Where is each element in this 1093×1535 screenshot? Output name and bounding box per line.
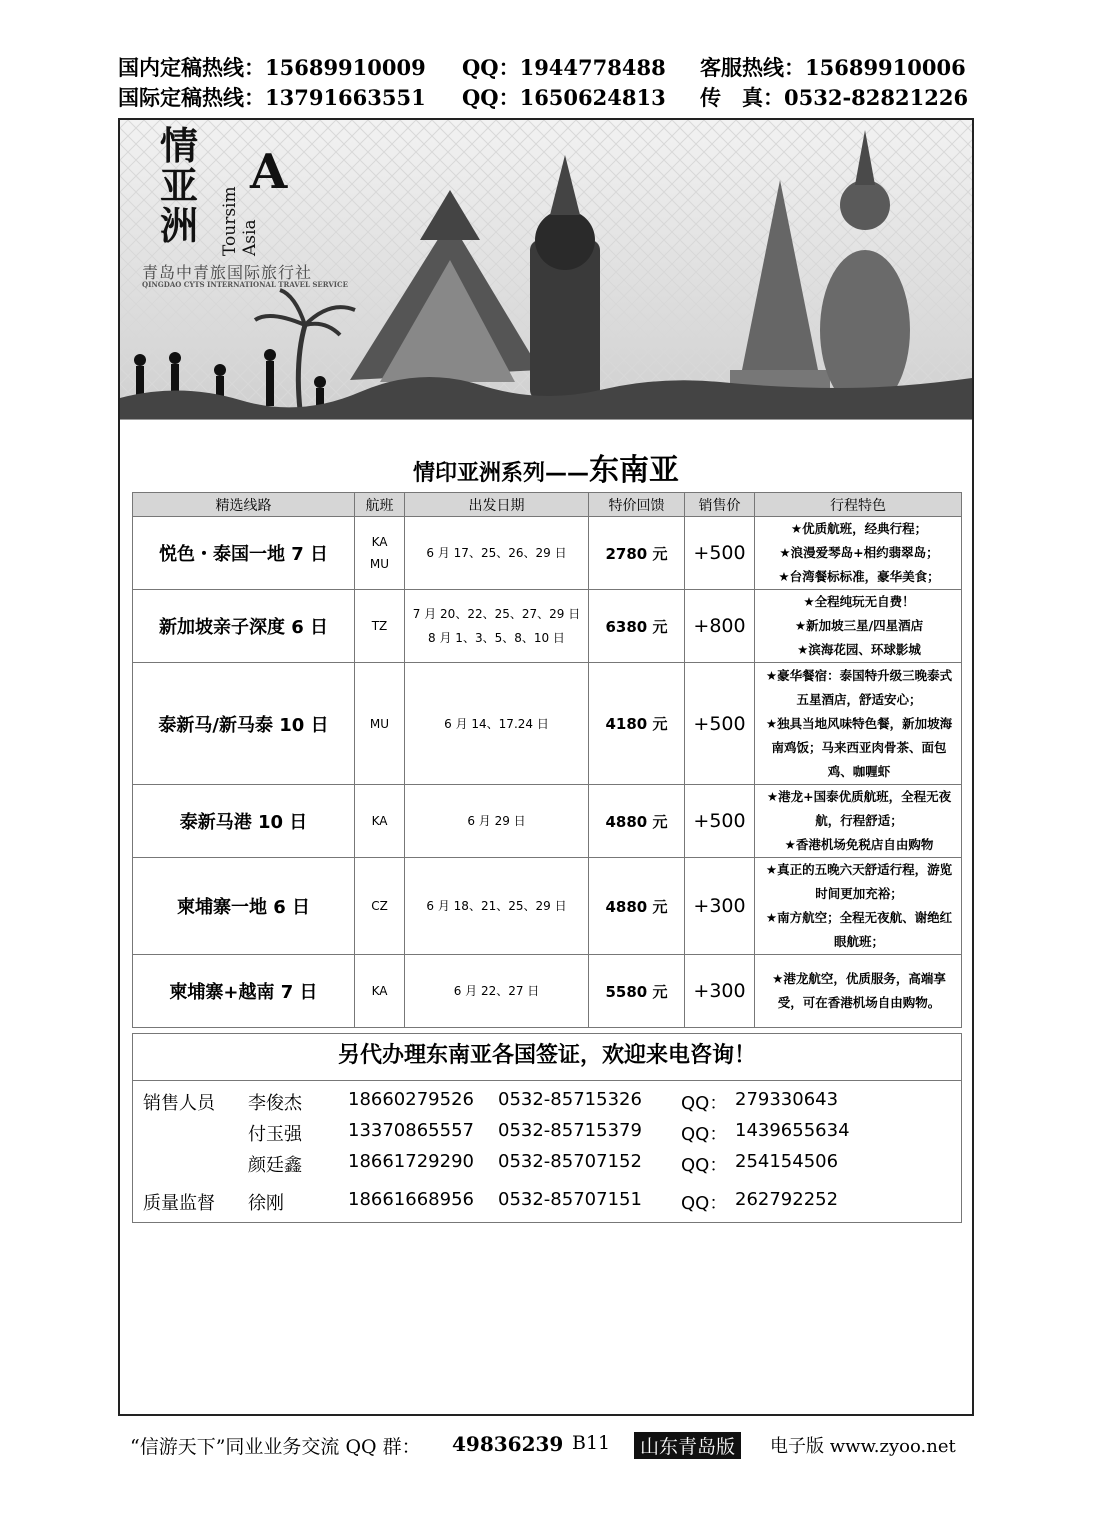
flight-code: MU [355, 663, 405, 785]
feature-item: ★港龙+国泰优质航班，全程无夜航，行程舒适； [766, 789, 952, 828]
domestic-hotline: 国内定稿热线：15689910009 [118, 55, 426, 80]
feature-item: ★豪华餐宿：泰国特升级三晚泰式五星酒店，舒适安心； [765, 667, 953, 707]
agency-name-english: QINGDAO CYTS INTERNATIONAL TRAVEL SERVICE [142, 280, 348, 289]
table-row [133, 858, 962, 955]
feature-item: ★优质航班，经典行程； [790, 521, 928, 536]
contact-role: 销售人员 [143, 1093, 215, 1114]
route-features [755, 590, 962, 663]
table-header-row [133, 493, 962, 517]
route-name: 新加坡亲子深度 6 日 [133, 590, 355, 663]
special-price: 2780 元 [589, 517, 685, 590]
logo-chinese: 情亚洲 [160, 123, 199, 248]
table-row [133, 663, 962, 785]
contact-mobile: 18661668956 [348, 1189, 474, 1210]
flight-code: KA [355, 785, 405, 858]
contact-row [133, 1189, 961, 1219]
special-price: 5580 元 [589, 955, 685, 1028]
col-flight: 航班 [355, 493, 405, 517]
series-prefix: 情印亚洲系列—— [412, 461, 589, 486]
series-region: 东南亚 [589, 453, 679, 488]
route-name: 柬埔寨+越南 7 日 [133, 955, 355, 1028]
contact-row [133, 1151, 961, 1181]
contact-role: 质量监督 [143, 1193, 215, 1214]
ad-frame [118, 118, 974, 1416]
visa-banner: 另代办理东南亚各国签证，欢迎来电咨询！ [132, 1033, 962, 1081]
flight-code: CZ [355, 858, 405, 955]
table-row [133, 517, 962, 590]
sale-price: +800 [685, 590, 755, 663]
flight-code: TZ [355, 590, 405, 663]
contact-qq: 262792252 [735, 1189, 839, 1210]
brand-logo [160, 123, 310, 256]
feature-item: ★港龙航空，优质服务，高端享受，可在香港机场自由购物。 [772, 971, 946, 1010]
feature-item: ★独具当地风味特色餐，新加坡海南鸡饭；马来西亚肉骨茶、面包鸡、咖喱虾 [765, 715, 953, 779]
contact-name: 李俊杰 [248, 1093, 302, 1114]
fax-number: 传 真：0532-82821226 [700, 85, 969, 110]
feature-item: ★台湾餐标标准，豪华美食； [778, 569, 940, 584]
departure-dates: 7 月 20、22、25、27、29 日 8 月 1、3、5、8、10 日 [405, 590, 589, 663]
sale-price: +500 [685, 785, 755, 858]
departure-dates: 6 月 18、21、25、29 日 [405, 858, 589, 955]
feature-item: ★新加坡三星/四星酒店 [794, 618, 924, 633]
sale-price: +300 [685, 955, 755, 1028]
contact-phone: 0532-85707152 [498, 1151, 642, 1172]
special-price: 4880 元 [589, 785, 685, 858]
route-name: 悦色・泰国一地 7 日 [133, 517, 355, 590]
departure-dates: 6 月 22、27 日 [405, 955, 589, 1028]
col-price: 特价回馈 [589, 493, 685, 517]
contact-name: 徐刚 [248, 1193, 284, 1214]
contact-qq-label: QQ： [681, 1124, 728, 1145]
contact-phone: 0532-85715379 [498, 1120, 642, 1141]
footer-page: B11 [572, 1432, 611, 1454]
feature-item: ★浪漫爱琴岛+相约翡翠岛； [779, 545, 939, 560]
feature-item: ★南方航空；全程无夜航、谢绝红眼航班； [765, 910, 953, 949]
col-features: 行程特色 [755, 493, 962, 517]
route-name: 泰新马港 10 日 [133, 785, 355, 858]
intl-qq: QQ：1650624813 [462, 85, 666, 110]
col-dates: 出发日期 [405, 493, 589, 517]
footer-group-label: “信游天下”同业业务交流 QQ 群： [130, 1436, 421, 1458]
route-name: 泰新马/新马泰 10 日 [133, 663, 355, 785]
table-row [133, 785, 962, 858]
route-features [755, 663, 962, 785]
special-price: 6380 元 [589, 590, 685, 663]
special-price: 4880 元 [589, 858, 685, 955]
agency-name: 青岛中青旅国际旅行社 [142, 263, 313, 282]
feature-item: ★滨海花园、环球影城 [797, 642, 921, 657]
contact-qq: 279330643 [735, 1089, 839, 1110]
domestic-qq: QQ：1944778488 [462, 55, 666, 80]
departure-dates: 6 月 17、25、26、29 日 [405, 517, 589, 590]
contact-qq-label: QQ： [681, 1093, 728, 1114]
contact-phone: 0532-85715326 [498, 1089, 642, 1110]
departure-dates: 6 月 29 日 [405, 785, 589, 858]
logo-letter: A [250, 144, 288, 200]
contact-qq: 1439655634 [735, 1120, 850, 1141]
banner-image [120, 120, 972, 420]
departure-dates: 6 月 14、17.24 日 [405, 663, 589, 785]
contacts-box [132, 1080, 962, 1223]
route-features [755, 858, 962, 955]
route-features [755, 955, 962, 1028]
footer-site: 电子版 www.zyoo.net [770, 1436, 956, 1457]
sale-price: +500 [685, 663, 755, 785]
intl-hotline: 国际定稿热线：13791663551 [118, 85, 426, 110]
contact-name: 颜廷鑫 [248, 1155, 302, 1176]
footer-group-number: 49836239 [452, 1432, 564, 1456]
table-row [133, 590, 962, 663]
route-table [132, 492, 962, 1028]
footer [0, 1420, 1093, 1460]
logo-english: Toursim Asia [220, 186, 260, 256]
flight-code: KA [355, 955, 405, 1028]
contact-row [133, 1089, 961, 1119]
series-title [120, 445, 972, 489]
footer-edition: 山东青岛版 [634, 1432, 741, 1459]
contact-name: 付玉强 [248, 1124, 302, 1145]
flight-code: KA MU [355, 517, 405, 590]
contact-qq: 254154506 [735, 1151, 839, 1172]
feature-item: ★真正的五晚六天舒适行程，游览时间更加充裕； [765, 862, 953, 901]
contact-mobile: 18661729290 [348, 1151, 474, 1172]
route-features [755, 517, 962, 590]
col-route: 精选线路 [133, 493, 355, 517]
sale-price: +300 [685, 858, 755, 955]
route-features [755, 785, 962, 858]
special-price: 4180 元 [589, 663, 685, 785]
sale-price: +500 [685, 517, 755, 590]
col-sale: 销售价 [685, 493, 755, 517]
feature-item: ★全程纯玩无自费！ [803, 594, 915, 609]
contact-mobile: 13370865557 [348, 1120, 474, 1141]
service-hotline: 客服热线：15689910006 [700, 55, 966, 80]
contact-mobile: 18660279526 [348, 1089, 474, 1110]
feature-item: ★香港机场免税店自由购物 [784, 837, 934, 852]
contact-phone: 0532-85707151 [498, 1189, 642, 1210]
contact-row [133, 1120, 961, 1150]
contact-qq-label: QQ： [681, 1155, 728, 1176]
table-row [133, 955, 962, 1028]
contact-qq-label: QQ： [681, 1193, 728, 1214]
route-name: 柬埔寨一地 6 日 [133, 858, 355, 955]
